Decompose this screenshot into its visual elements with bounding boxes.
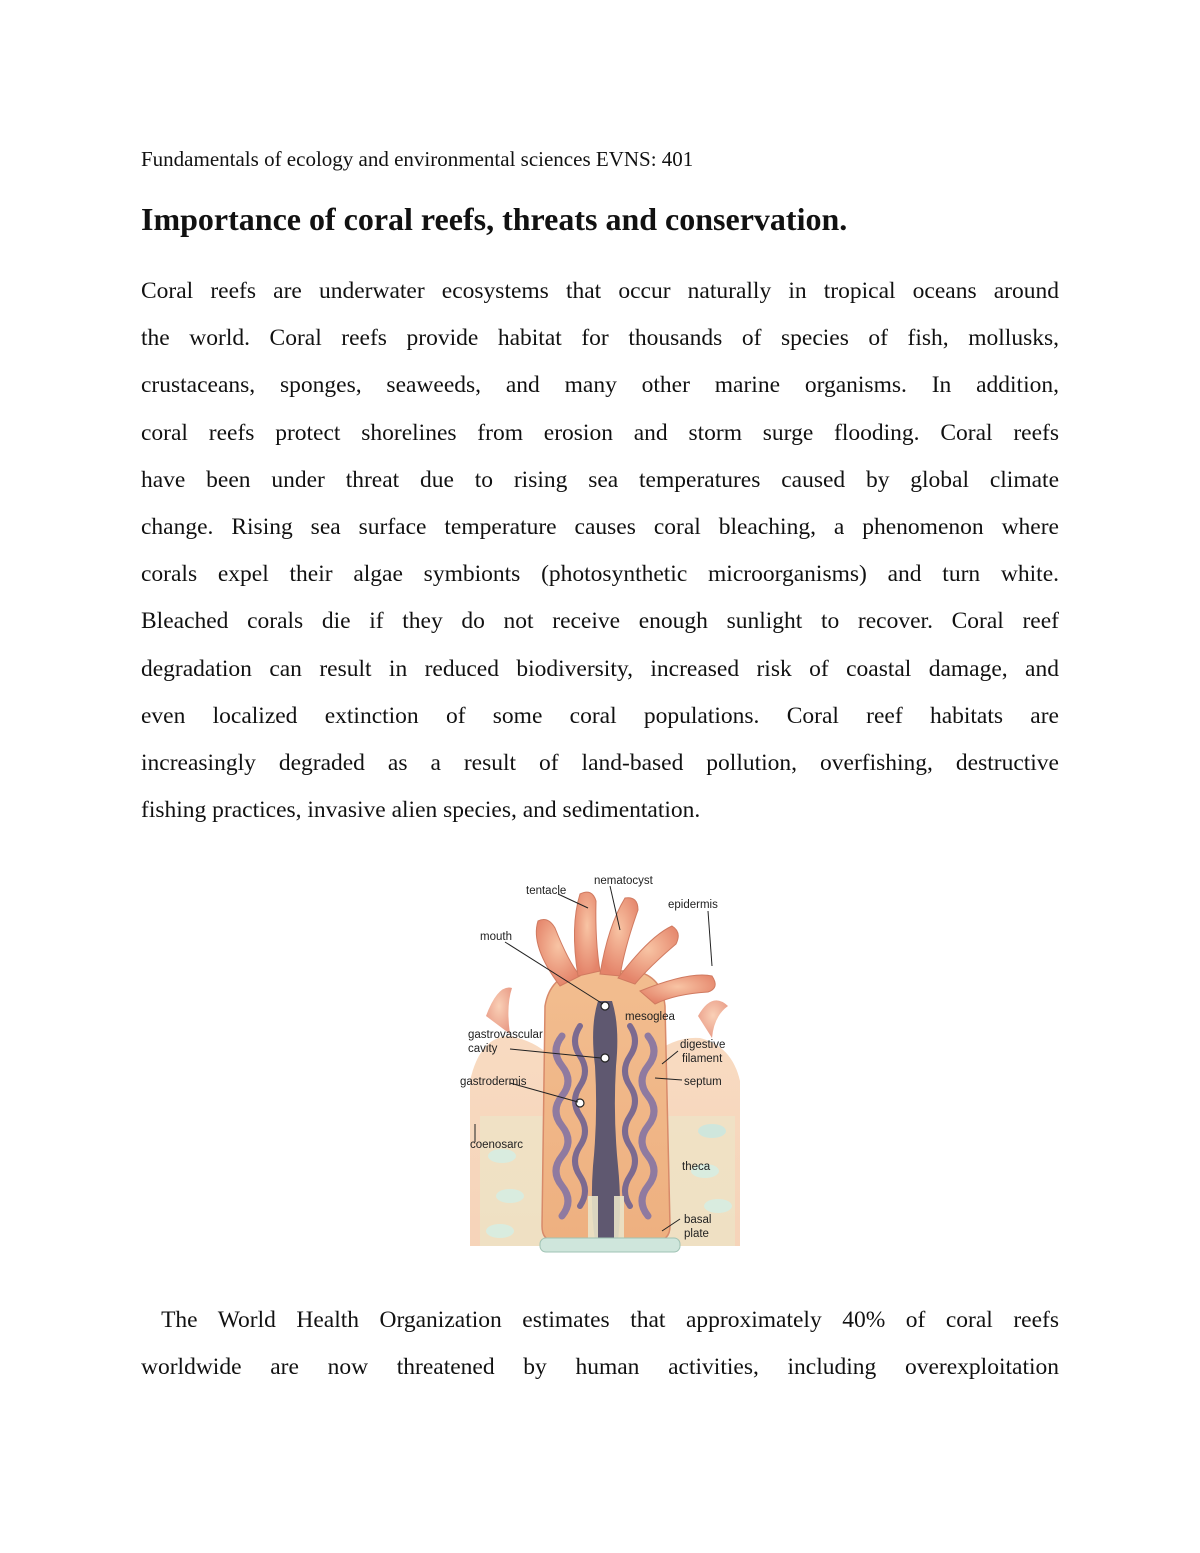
paragraph-line: even localized extinction of some coral populations. Coral reef habitats are (141, 702, 1059, 729)
label-gastrodermis: gastrodermis (460, 1076, 527, 1088)
label-septum: septum (684, 1076, 722, 1088)
paragraph-line: degradation can result in reduced biodiversity, increased risk of coastal damage, and (141, 655, 1059, 682)
coral-polyp-diagram (450, 866, 750, 1266)
label-tentacle: tentacle (526, 885, 567, 897)
paragraph-coral-reefs (141, 268, 1059, 834)
label-nematocyst: nematocyst (594, 875, 653, 887)
theca-column-left (588, 1196, 598, 1241)
paragraph-line: have been under threat due to rising sea temperatures caused by global climate (141, 466, 1059, 493)
side-tentacle-left (486, 988, 512, 1034)
coral-polyp-svg (450, 866, 750, 1266)
paragraph-line: the world. Coral reefs provide habitat for thousands of species of fish, mollusks, (141, 325, 1059, 352)
theca-column-right (614, 1196, 624, 1241)
tentacle-2 (574, 892, 600, 976)
label-mouth: mouth (480, 931, 512, 943)
label-epidermis: epidermis (668, 899, 718, 911)
paragraph-line: fishing practices, invasive alien species, and sedimentation. (141, 797, 701, 824)
paragraph-line: Bleached corals die if they do not receive enough sunlight to recover. Coral reef (141, 608, 1059, 635)
gastrodermis-marker (576, 1099, 584, 1107)
label-gastrovascular: gastrovascular (468, 1029, 543, 1041)
paragraph-line: change. Rising sea surface temperature causes coral bleaching, a phenomenon where (141, 513, 1059, 540)
paragraph-line: coral reefs protect shorelines from erosion and storm surge flooding. Coral reefs (141, 419, 1059, 446)
basal-plate (540, 1238, 680, 1252)
label-filament: filament (682, 1053, 723, 1065)
label-digestive: digestive (680, 1039, 726, 1051)
label-basal: basal (684, 1214, 712, 1226)
side-tentacle-right (698, 1000, 728, 1038)
label-mesoglea: mesoglea (625, 1011, 675, 1023)
paragraph-line: The World Health Organization estimates that approximately 40% of coral reefs (141, 1307, 1059, 1333)
cavity-marker (601, 1054, 609, 1062)
paragraph-line: increasingly degraded as a result of land-based pollution, overfishing, destructive (141, 749, 1059, 776)
paragraph-line: worldwide are now threatened by human activities, including overexploitation (141, 1354, 1059, 1381)
label-plate: plate (684, 1228, 709, 1240)
paragraph-who-estimate (141, 1297, 1059, 1391)
paragraph-line: crustaceans, sponges, seaweeds, and many other marine organisms. In addition, (141, 372, 1059, 399)
label-cavity: cavity (468, 1043, 498, 1055)
paragraph-line: corals expel their algae symbionts (photosynthetic microorganisms) and turn white. (141, 561, 1059, 588)
label-coenosarc: coenosarc (470, 1139, 524, 1151)
document-title: Importance of coral reefs, threats and conservation. (141, 201, 848, 237)
course-heading: Fundamentals of ecology and environmental sciences EVNS: 401 (141, 147, 694, 171)
paragraph-line: Coral reefs are underwater ecosystems that occur naturally in tropical oceans around (141, 278, 1059, 304)
label-theca: theca (682, 1161, 711, 1173)
